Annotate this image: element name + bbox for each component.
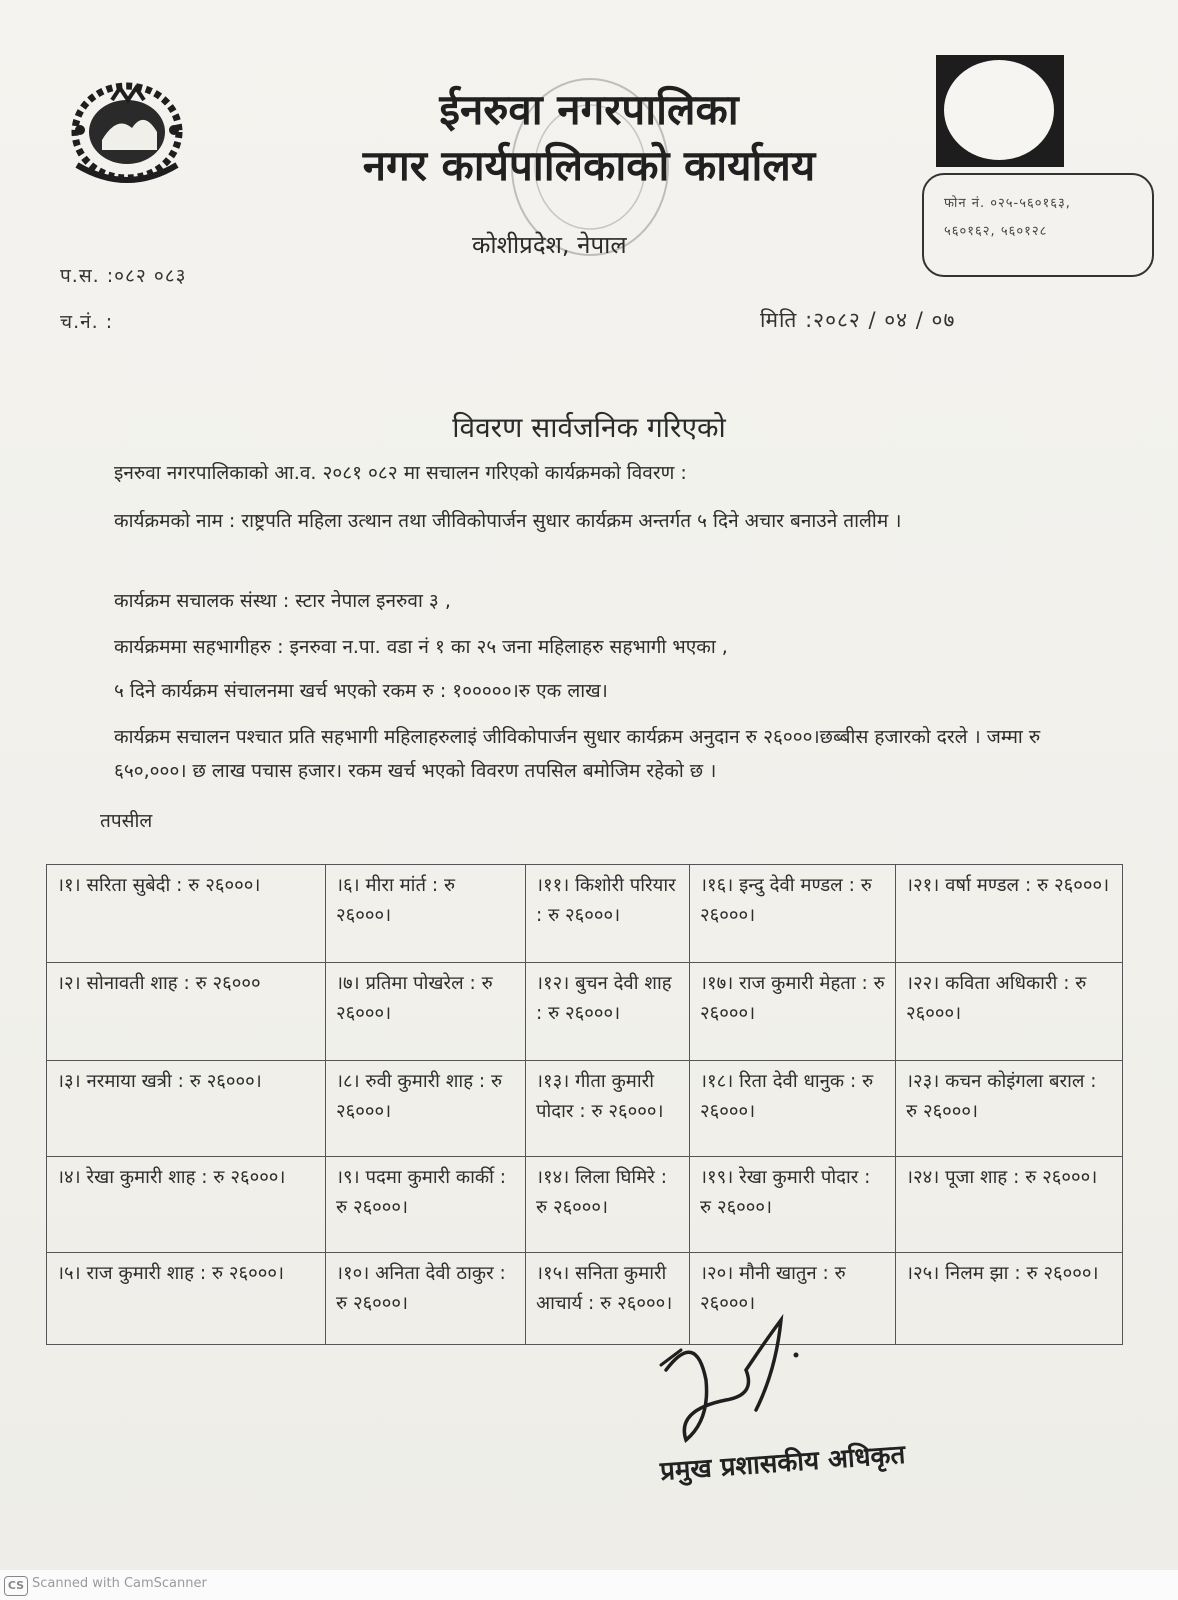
signatory-title: प्रमुख प्रशासकीय अधिकृत <box>659 1439 907 1487</box>
table-cell: ।१९। रेखा कुमारी पोदार : रु २६०००। <box>690 1157 896 1253</box>
table-cell: ।१४। लिला घिमिरे : रु २६०००। <box>526 1157 690 1253</box>
round-seal-icon <box>936 55 1064 167</box>
document-title: विवरण सार्वजनिक गरिएको <box>452 411 726 444</box>
table-cell: ।९। पदमा कुमारी कार्की : रु २६०००। <box>326 1157 526 1253</box>
table-cell: ।११। किशोरी परियार : रु २६०००। <box>526 865 690 963</box>
phone-box <box>922 173 1154 277</box>
table-cell: ।१०। अनिता देवी ठाकुर : रु २६०००। <box>326 1253 526 1345</box>
tapsil-label: तपसील <box>100 810 153 832</box>
intro-paragraph: इनरुवा नगरपालिकाको आ.व. २०८१ ०८२ मा सचालन गरिएको कार्यक्रमको विवरण : <box>114 462 687 484</box>
grant-details: कार्यक्रम सचालन पश्चात प्रति सहभागी महिलाहरुलाइं जीविकोपार्जन सुधार कार्यक्रम अनुदान रु २६०००।छब्बीस हजारको दरले । जम्मा रु ६५०,०००। छ लाख पचास हजार। रकम खर्च भएको विवरण तपसिल बमोजिम रहेको छ । <box>114 726 1041 782</box>
document-date: मिति :२०८२ / ०४ / ०७ <box>760 308 956 332</box>
table-cell: ।२३। कचन कोइंगला बराल : रु २६०००। <box>896 1061 1123 1157</box>
table-cell: ।२२। कविता अधिकारी : रु २६०००। <box>896 963 1123 1061</box>
scanner-watermark: Scanned with CamScanner <box>32 1576 207 1591</box>
reference-number: प.स. :०८२ ०८३ <box>60 265 187 287</box>
scanner-footer <box>0 1570 1178 1600</box>
table-cell: ।६। मीरा मांर्त : रु २६०००। <box>326 865 526 963</box>
camscanner-logo-icon: CS <box>4 1576 28 1596</box>
table-cell: ।७। प्रतिमा पोखरेल : रु २६०००। <box>326 963 526 1061</box>
phone-line-2: ५६०१६२, ५६०१२८ <box>944 224 1048 239</box>
table-cell: ।२१। वर्षा मण्डल : रु २६०००। <box>896 865 1123 963</box>
table-cell: ।२५। निलम झा : रु २६०००। <box>896 1253 1123 1345</box>
office-subtitle: नगर कार्यपालिकाको कार्यालय <box>362 141 816 190</box>
table-cell: ।१२। बुचन देवी शाह : रु २६०००। <box>526 963 690 1061</box>
expense: ५ दिने कार्यक्रम संचालनमा खर्च भएको रकम रु : १०००००।रु एक लाख। <box>114 680 608 702</box>
office-name: ईनरुवा नगरपालिका <box>439 85 739 134</box>
table-cell: ।१। सरिता सुबेदी : रु २६०००। <box>47 865 326 963</box>
organizer: कार्यक्रम सचालक संस्था : स्टार नेपाल इनरुवा ३ , <box>114 590 451 612</box>
table-cell: ।८। रुवी कुमारी शाह : रु २६०००। <box>326 1061 526 1157</box>
participants: कार्यक्रममा सहभागीहरु : इनरुवा न.पा. वडा नं १ का २५ जना महिलाहरु सहभागी भएका , <box>114 636 728 658</box>
table-cell: ।४। रेखा कुमारी शाह : रु २६०००। <box>47 1157 326 1253</box>
table-cell: ।१६। इन्दु देवी मण्डल : रु २६०००। <box>690 865 896 963</box>
program-name: कार्यक्रमको नाम : राष्ट्रपति महिला उत्थान तथा जीविकोपार्जन सुधार कार्यक्रम अन्तर्गत ५ दिने अचार बनाउने तालीम । <box>114 510 902 532</box>
table-cell: ।१३। गीता कुमारी पोदार : रु २६०००। <box>526 1061 690 1157</box>
table-cell: ।२। सोनावती शाह : रु २६००० <box>47 963 326 1061</box>
office-address: कोशीप्रदेश, नेपाल <box>472 231 627 259</box>
dispatch-number: च.नं. : <box>60 311 114 333</box>
table-cell: ।२०। मौनी खातुन : रु २६०००। <box>690 1253 896 1345</box>
table-cell: ।३। नरमाया खत्री : रु २६०००। <box>47 1061 326 1157</box>
table-cell: ।१७। राज कुमारी मेहता : रु २६०००। <box>690 963 896 1061</box>
table-cell: ।१५। सनिता कुमारी आचार्य : रु २६०००। <box>526 1253 690 1345</box>
table-cell: ।१८। रिता देवी धानुक : रु २६०००। <box>690 1061 896 1157</box>
table-cell: ।५। राज कुमारी शाह : रु २६०००। <box>47 1253 326 1345</box>
table-cell: ।२४। पूजा शाह : रु २६०००। <box>896 1157 1123 1253</box>
beneficiary-table <box>46 864 1123 1345</box>
phone-line-1: फोन नं. ०२५-५६०१६३, <box>944 196 1071 211</box>
